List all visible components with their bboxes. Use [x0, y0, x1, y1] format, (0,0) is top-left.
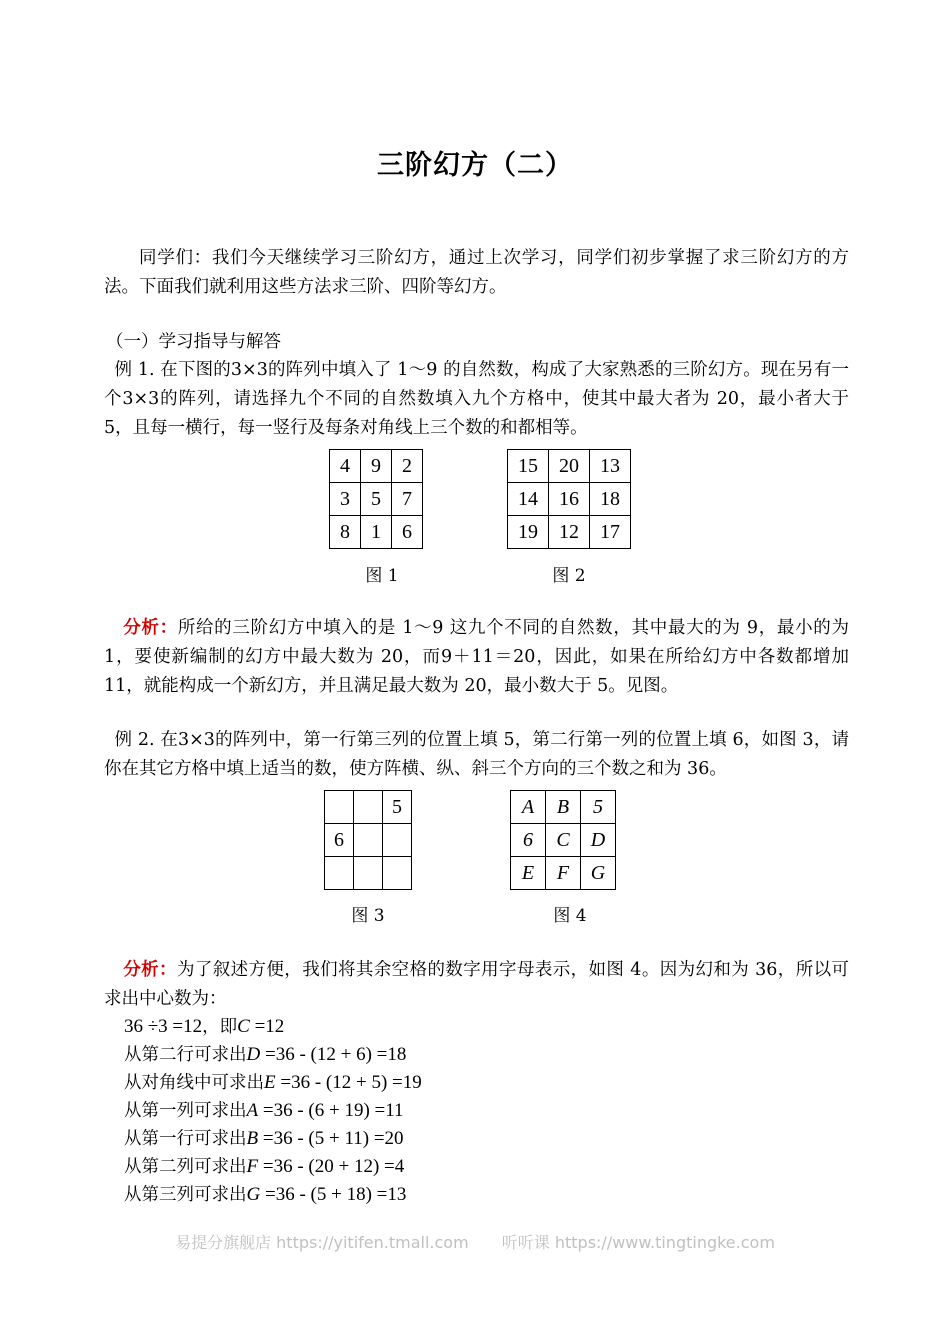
solution-step-expression: =36 - (12 + 5) =19	[275, 1072, 422, 1093]
figure1-row	[330, 483, 423, 516]
figure-3-grid	[324, 790, 412, 890]
figure2-cell: 20	[549, 450, 590, 483]
figure3-cell	[383, 824, 412, 857]
figure-4-caption: 图 4	[553, 906, 587, 926]
solution-step-text: 从第一列可求出	[124, 1101, 247, 1121]
figure4-cell: A	[511, 791, 546, 824]
figure3-row	[325, 857, 412, 890]
figure1-cell: 4	[330, 450, 361, 483]
figure2-row	[508, 483, 631, 516]
solution-step-variable: B	[246, 1128, 259, 1149]
figure1-row	[330, 516, 423, 549]
section-heading: （一）学习指导与解答	[106, 332, 281, 352]
figure-1-magic-square	[329, 449, 423, 549]
analysis-1	[104, 614, 849, 701]
solution-step-text: 从对角线中可求出	[124, 1073, 264, 1093]
example-2-text: 例 2. 在3×3的阵列中，第一行第三列的位置上填 5，第二行第一列的位置上填 6，如图 3，请你在其它方格中填上适当的数，使方阵横、纵、斜三个方向的三个数之和为 36。	[104, 730, 849, 779]
figure-1-caption: 图 1	[365, 566, 399, 586]
analysis-1-label: 分析：	[123, 618, 178, 638]
figure4-row	[511, 857, 616, 890]
analysis-2	[104, 956, 849, 1014]
footer-left-link[interactable]: 易提分旗舰店 https://yitifen.tmall.com	[175, 1233, 469, 1252]
solution-step-variable: A	[246, 1100, 259, 1121]
figure2-cell: 14	[508, 483, 549, 516]
solution-step-expression: =36 - (20 + 12) =4	[258, 1156, 405, 1177]
solution-step-variable: F	[246, 1156, 259, 1177]
intro-paragraph: 同学们：我们今天继续学习三阶幻方，通过上次学习，同学们初步掌握了求三阶幻方的方法。下面我们就利用这些方法求三阶、四阶等幻方。	[104, 248, 849, 297]
solution-step-text: 从第二行可求出	[124, 1045, 247, 1065]
figure3-cell	[325, 791, 354, 824]
figure2-cell: 15	[508, 450, 549, 483]
figure2-row	[508, 450, 631, 483]
solution-step	[124, 1096, 404, 1126]
solution-step-expression: =36 - (6 + 19) =11	[258, 1100, 404, 1121]
solution-step-text: 从第一行可求出	[124, 1129, 247, 1149]
figure4-cell: 6	[511, 824, 546, 857]
figure4-cell: C	[546, 824, 581, 857]
figure3-row	[325, 791, 412, 824]
figure2-cell: 19	[508, 516, 549, 549]
center-rhs: =12	[249, 1016, 285, 1037]
solution-step	[124, 1068, 422, 1098]
footer	[0, 1230, 950, 1253]
solution-step-variable: G	[246, 1184, 261, 1205]
figure4-cell: 5	[581, 791, 616, 824]
center-expression: 36 ÷3 =12	[124, 1016, 203, 1037]
figure3-row	[325, 824, 412, 857]
figure-2-caption: 图 2	[552, 566, 586, 586]
solution-center	[124, 1012, 284, 1042]
figure2-cell: 13	[590, 450, 631, 483]
figure1-row	[330, 450, 423, 483]
solution-step	[124, 1124, 404, 1154]
figure2-row	[508, 516, 631, 549]
figure2-cell: 17	[590, 516, 631, 549]
solution-step-expression: =36 - (5 + 18) =13	[260, 1184, 407, 1205]
figure1-cell: 3	[330, 483, 361, 516]
center-mid-text: ，即	[202, 1017, 238, 1037]
figure3-cell: 6	[325, 824, 354, 857]
solution-step-text: 从第三列可求出	[124, 1185, 247, 1205]
figure2-cell: 18	[590, 483, 631, 516]
figure3-cell	[354, 791, 383, 824]
figure2-cell: 12	[549, 516, 590, 549]
figure4-cell: E	[511, 857, 546, 890]
figure3-cell	[354, 857, 383, 890]
solution-step-variable: D	[246, 1044, 261, 1065]
figure1-cell: 1	[361, 516, 392, 549]
figure2-cell: 16	[549, 483, 590, 516]
figure3-cell: 5	[383, 791, 412, 824]
figure-2-magic-square	[507, 449, 631, 549]
solution-step-variable: E	[264, 1072, 276, 1093]
figure-3-caption: 图 3	[351, 906, 385, 926]
figure1-cell: 7	[392, 483, 423, 516]
solution-step	[124, 1152, 404, 1182]
solution-step-expression: =36 - (12 + 6) =18	[260, 1044, 407, 1065]
figure3-cell	[325, 857, 354, 890]
analysis-2-label: 分析：	[123, 960, 177, 980]
figure4-cell: B	[546, 791, 581, 824]
figure4-row	[511, 824, 616, 857]
center-variable: C	[237, 1016, 250, 1037]
figure1-cell: 2	[392, 450, 423, 483]
figure4-cell: F	[546, 857, 581, 890]
solution-step	[124, 1180, 406, 1210]
figure4-cell: D	[581, 824, 616, 857]
analysis-1-text: 所给的三阶幻方中填入的是 1～9 这九个不同的自然数，其中最大的为 9，最小的为 1，要使新编制的幻方中最大数为 20，而9＋11＝20，因此，如果在所给幻方中各数都增加 11，就能构成一个新幻方，并且满足最大数为 20，最小数大于 5。见图。	[104, 618, 849, 696]
figure-4-grid	[510, 790, 616, 890]
figure1-cell: 8	[330, 516, 361, 549]
solution-step-text: 从第二列可求出	[124, 1157, 247, 1177]
example-1-text: 例 1. 在下图的3×3的阵列中填入了 1～9 的自然数，构成了大家熟悉的三阶幻方。现在另有一个3×3的阵列，请选择九个不同的自然数填入九个方格中，使其中最大者为 20，最小者大于 5，且每一横行，每一竖行及每条对角线上三个数的和都相等。	[104, 360, 849, 438]
figure3-cell	[354, 824, 383, 857]
figure1-cell: 6	[392, 516, 423, 549]
figure3-cell	[383, 857, 412, 890]
solution-step-expression: =36 - (5 + 11) =20	[258, 1128, 404, 1149]
page-title: 三阶幻方（二）	[377, 150, 573, 181]
figure4-row	[511, 791, 616, 824]
figure1-cell: 5	[361, 483, 392, 516]
footer-right-link[interactable]: 听听课 https://www.tingtingke.com	[501, 1233, 775, 1252]
figure1-cell: 9	[361, 450, 392, 483]
solution-step	[124, 1040, 406, 1070]
analysis-2-text: 为了叙述方便，我们将其余空格的数字用字母表示，如图 4。因为幻和为 36，所以可求出中心数为：	[104, 960, 849, 1009]
figure4-cell: G	[581, 857, 616, 890]
